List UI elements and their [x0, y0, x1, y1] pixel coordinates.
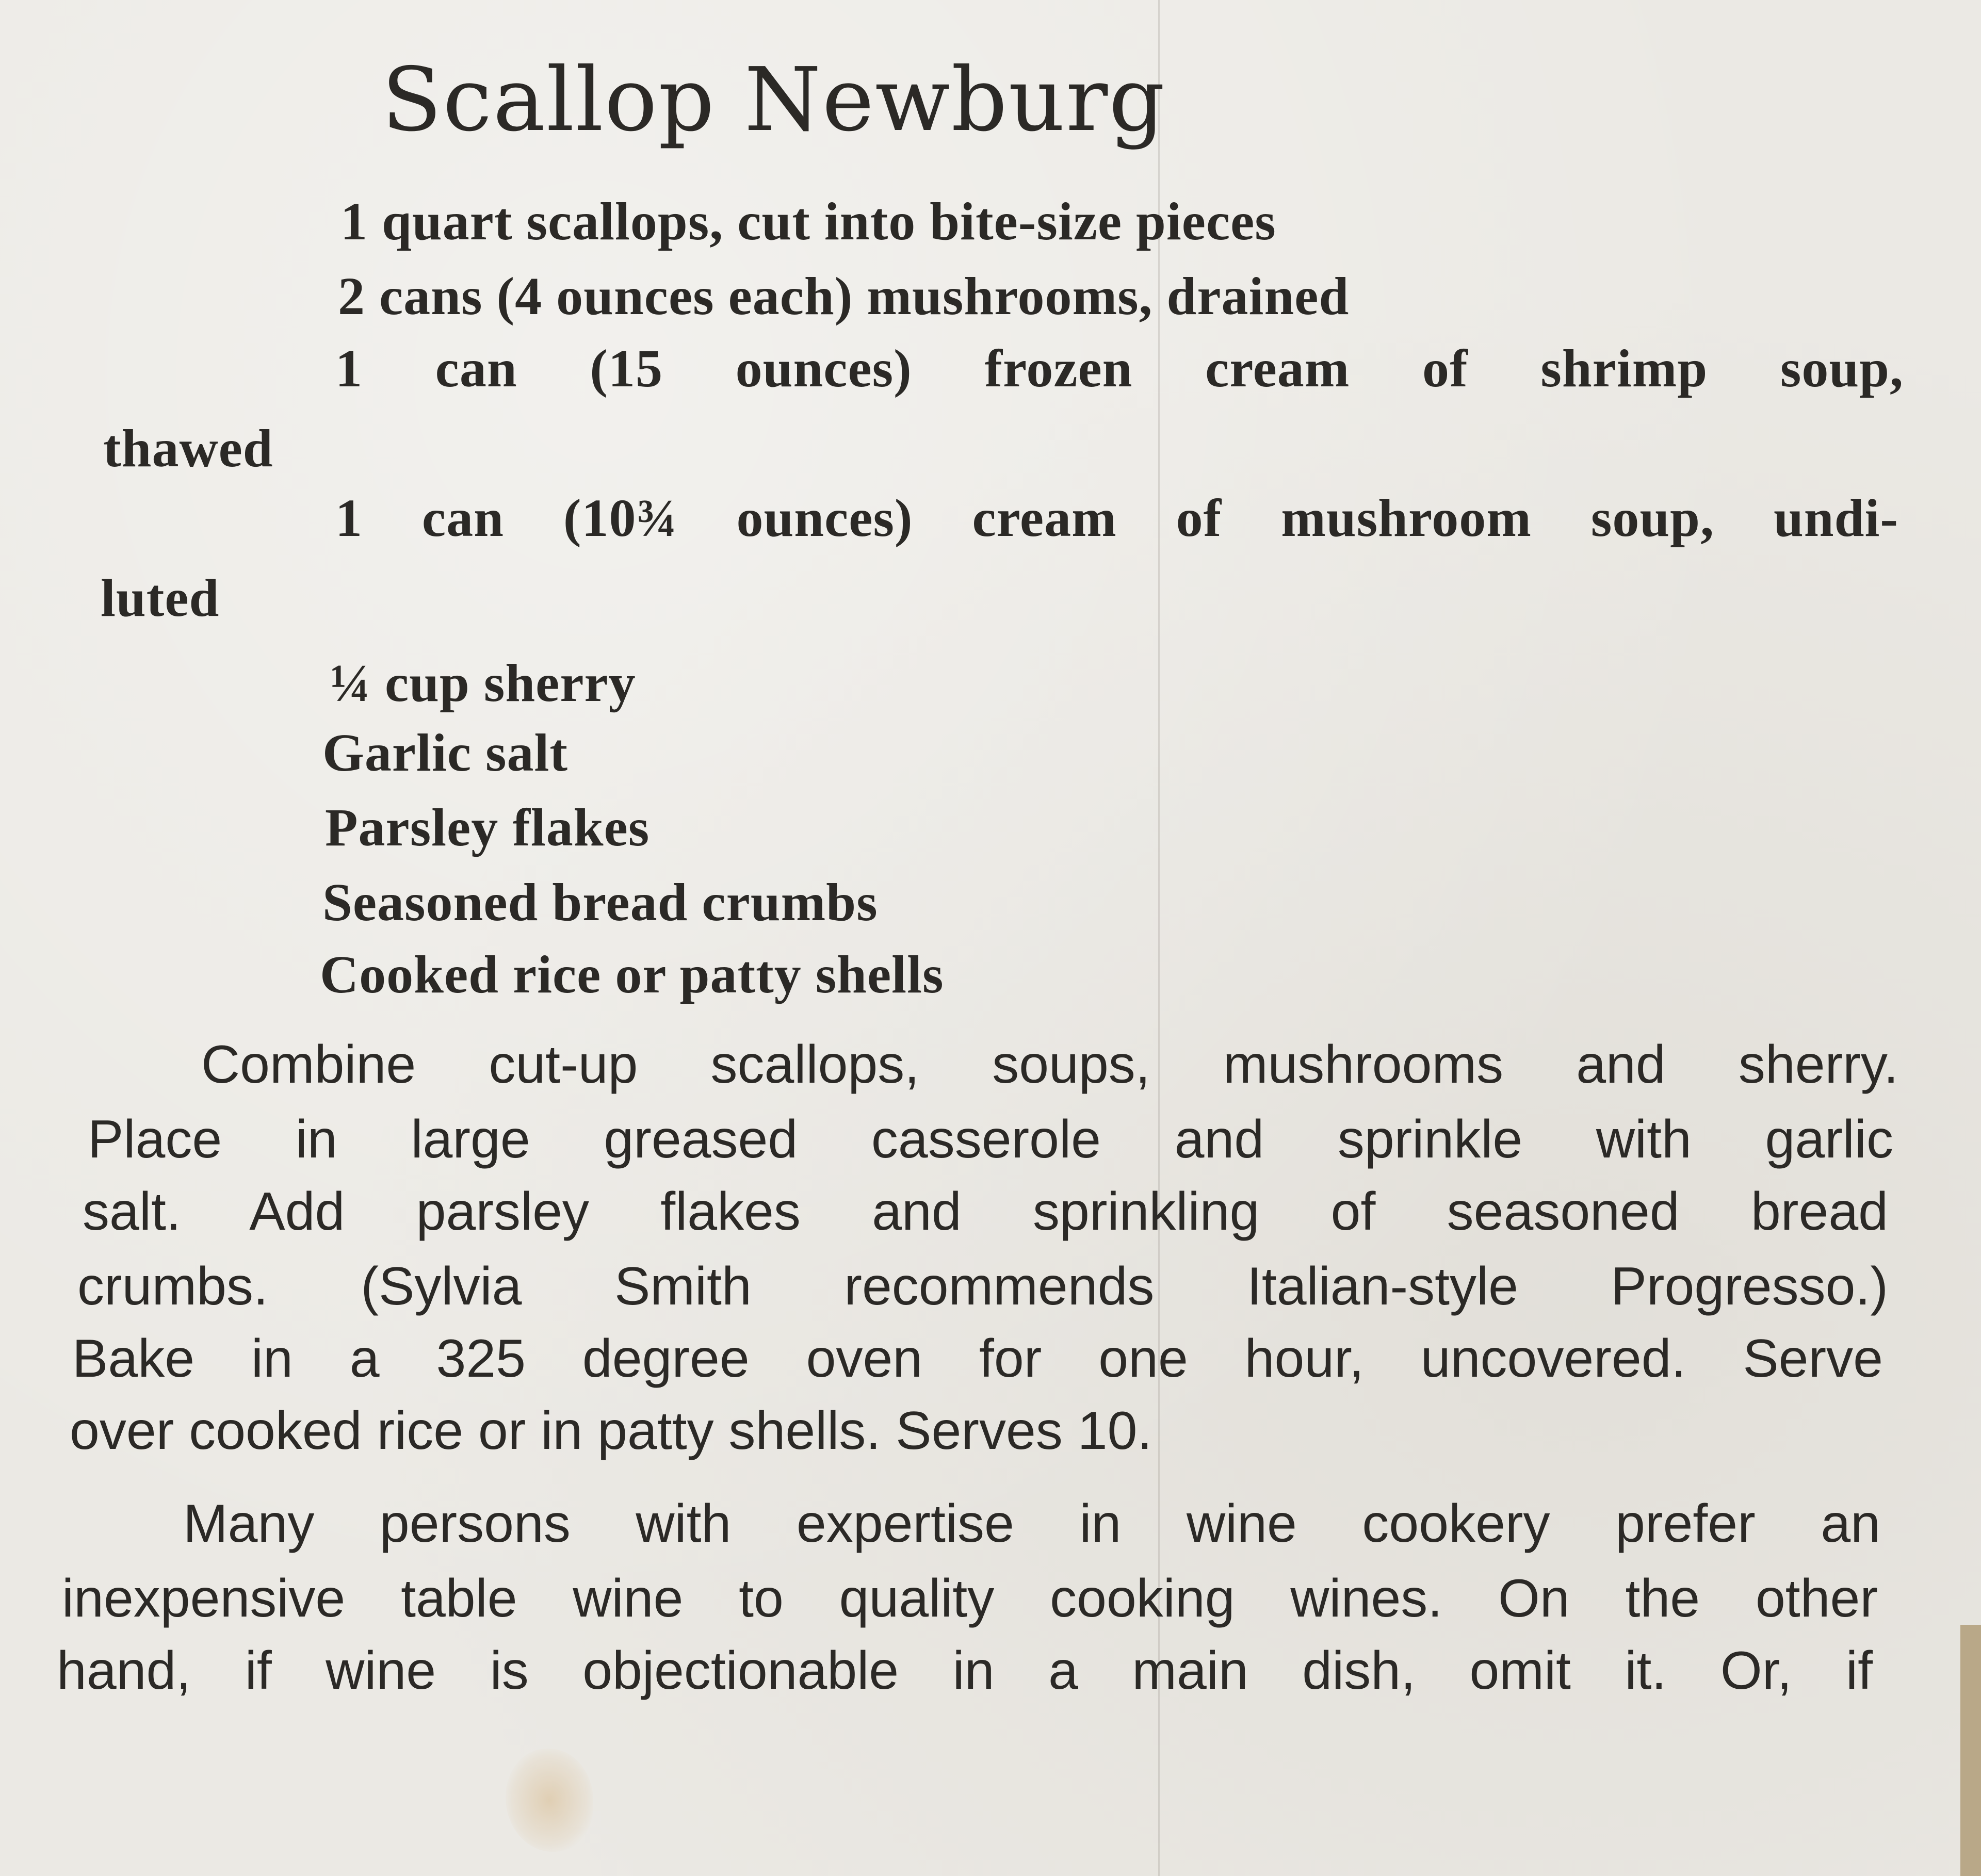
instruction-line: Bake in a 325 degree oven for one hour, uncovered. Serve	[72, 1329, 1883, 1389]
instruction-line: Place in large greased casserole and sprinkle with garlic	[88, 1110, 1893, 1169]
paper-stain	[506, 1749, 593, 1852]
ingredient-line: luted	[101, 568, 220, 628]
recipe-title: Scallop Newburg	[381, 49, 1166, 151]
ingredient-line: Parsley flakes	[325, 798, 650, 857]
ingredient-line: 1 can (15 ounces) frozen cream of shrimp soup,	[335, 339, 1904, 398]
ingredient-line: Garlic salt	[322, 723, 569, 782]
ingredient-line: ¼ cup sherry	[330, 654, 636, 713]
note-line: inexpensive table wine to quality cooking wines. On the other	[62, 1569, 1878, 1628]
note-line: hand, if wine is objectionable in a main dish, omit it. Or, if	[57, 1641, 1873, 1701]
ingredient-line: Cooked rice or patty shells	[320, 945, 944, 1004]
note-line: Many persons with expertise in wine cookery prefer an	[183, 1494, 1880, 1554]
instruction-line: salt. Add parsley flakes and sprinkling of seasoned bread	[83, 1182, 1888, 1242]
ingredient-line: Seasoned bread crumbs	[322, 873, 878, 932]
torn-edge	[1960, 1625, 1981, 1876]
ingredient-line: 2 cans (4 ounces each) mushrooms, drained	[338, 267, 1350, 326]
instruction-line: over cooked rice or in patty shells. Serves 10.	[70, 1401, 1152, 1461]
instruction-line: Combine cut-up scallops, soups, mushrooms and sherry.	[201, 1035, 1898, 1095]
ingredient-line: 1 can (10¾ ounces) cream of mushroom soup, undi-	[335, 488, 1898, 548]
instruction-line: crumbs. (Sylvia Smith recommends Italian-style Progresso.)	[77, 1257, 1888, 1316]
ingredient-line: thawed	[103, 419, 273, 478]
ingredient-line: 1 quart scallops, cut into bite-size pieces	[340, 192, 1276, 251]
